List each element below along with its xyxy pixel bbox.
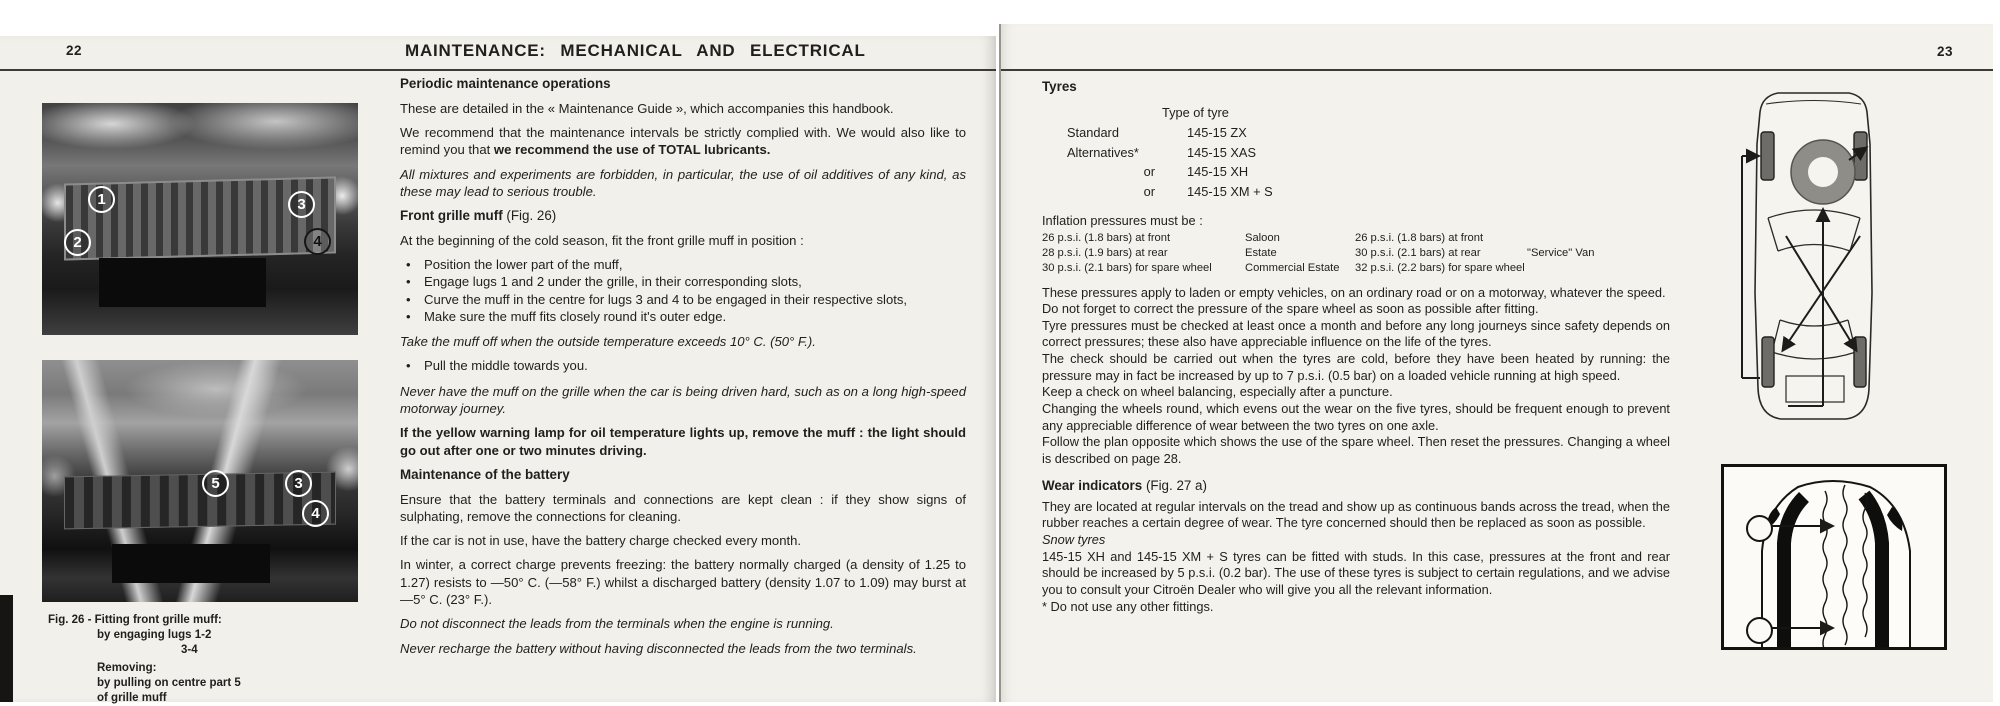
paragraph: These are detailed in the « Maintenance Guide », which accompanies this handbook. [400,100,966,117]
table-cell: Alternatives* [1067,145,1159,162]
table-cell: 30 p.s.i. (2.1 bars) at rear [1355,246,1527,261]
heading-ref: (Fig. 27 a) [1142,478,1207,493]
figure-26-column [42,103,358,706]
left-text-column [400,75,966,664]
tyre-change-round-diagram [1736,88,1891,426]
heading-ref: (Fig. 26) [503,208,557,223]
paragraph: If the car is not in use, have the battery charge checked every month. [400,532,966,549]
caption-line: Removing: [97,661,358,676]
caption-line: Fig. 26 - Fitting front grille muff: [48,613,358,628]
callout-1-badge [1746,617,1773,644]
bold-run: we recommend the use of TOTAL lubricants. [494,142,770,157]
table-cell: 26 p.s.i. (1.8 bars) at front [1355,231,1527,246]
table-cell [1527,261,1670,276]
heading-periodic-maintenance: Periodic maintenance operations [400,75,966,93]
table-cell: 145-15 XAS [1187,145,1670,162]
paragraph: These pressures apply to laden or empty vehicles, on an ordinary road or on a motorway, whatever the speed. [1042,285,1670,302]
paragraph: Ensure that the battery terminals and connections are kept clean : if they show signs of sulphating, remove the connections for cleaning. [400,491,966,526]
figure-27 [1736,88,1891,426]
paragraph: 145-15 XH and 145-15 XM + S tyres can be fitted with studs. In this case, pressures at the front and rear should be increased by 5 p.s.i. (0.2 bar). The use of these tyres is subject to certain regulations, and we advise you to consult your Citroën Dealer who will give you all the relevant information. [1042,549,1670,599]
paragraph: At the beginning of the cold season, fit the front grille muff in position : [400,232,966,249]
tyre-table-header: Type of tyre [1162,105,1670,122]
heading-bold: Wear indicators [1042,478,1142,493]
table-cell: Commercial Estate [1245,261,1355,276]
bullet-item: • Pull the middle towards you. [402,357,966,374]
caption-line: 3-4 [181,643,358,658]
callout-4-badge: 4 [304,228,331,255]
table-cell: 28 p.s.i. (1.9 bars) at rear [1042,246,1245,261]
inflation-intro: Inflation pressures must be : [1042,213,1670,230]
page-22 [0,36,996,702]
callout-2-badge: 2 [64,229,91,256]
paragraph: Do not forget to correct the pressure of the spare wheel as soon as possible after fitting. [1042,301,1670,318]
table-cell: "Service" Van [1527,246,1670,261]
tyre-type-table [1067,125,1670,201]
header-rule [1001,69,1993,71]
table-cell: 26 p.s.i. (1.8 bars) at front [1042,231,1245,246]
paragraph: Changing the wheels round, which evens out the wear on the five tyres, should be frequent enough to prevent any appreciable difference of wear between the two tyres on one axle. [1042,401,1670,434]
heading-tyres: Tyres [1042,78,1670,95]
paragraph-italic: Take the muff off when the outside temperature exceeds 10° C. (50° F.). [400,333,966,350]
table-cell: 145-15 XH [1187,164,1670,181]
bullet-item: • Position the lower part of the muff, [402,256,966,273]
bullet-item: • Engage lugs 1 and 2 under the grille, in their corresponding slots, [402,273,966,290]
heading-battery: Maintenance of the battery [400,466,966,484]
bullet-item: • Curve the muff in the centre for lugs 3 and 4 to be engaged in their respective slots, [402,291,966,308]
callout-1-badge: 1 [88,186,115,213]
callout-5-badge: 5 [202,470,229,497]
heading-wear-indicators [1042,477,1670,494]
page-number-left: 22 [66,43,82,58]
table-cell: Standard [1067,125,1159,142]
table-cell: 32 p.s.i. (2.2 bars) for spare wheel [1355,261,1527,276]
rear-right-wheel [1854,337,1866,387]
number-plate [112,544,270,583]
paragraph: In winter, a correct charge prevents freezing: the battery normally charged (a density of 1.25 to 1.27) resists to —50° C. (—58° F.) whilst a discharged battery (density 1.07 to 1.09) may burst at —5° C. (23° F.). [400,556,966,608]
bullet-list [402,256,966,325]
page-title: MAINTENANCE: MECHANICAL AND ELECTRICAL [405,41,866,61]
table-cell: 145-15 XM + S [1187,184,1670,201]
paragraph-italic: Never recharge the battery without having disconnected the leads from the two terminals. [400,640,966,657]
footnote: * Do not use any other fittings. [1042,599,1670,616]
callout-4-badge: 4 [302,500,329,527]
table-cell: 145-15 ZX [1187,125,1670,142]
paragraph-italic: Never have the muff on the grille when the car is being driven hard, such as on a long high-speed motorway journey. [400,383,966,418]
text-run: We recommend that the maintenance intervals be strictly complied with. We would also like to remind you that [400,125,966,157]
page-number-right: 23 [1937,44,1953,59]
figure-26-caption [48,613,358,706]
paragraph: Follow the plan opposite which shows the use of the spare wheel. Then reset the pressures. Changing a wheel is described on page 28. [1042,434,1670,467]
paragraph: Keep a check on wheel balancing, especially after a puncture. [1042,384,1670,401]
number-plate [99,258,266,307]
spare-wheel-hub [1808,157,1838,187]
inflation-pressure-table [1042,231,1670,275]
paragraph: The check should be carried out when the tyres are cold, before they have been heated by running: the pressure may in fact be increased by up to 7 p.s.i. (0.5 bar) on a loaded vehicle running at high speed. [1042,351,1670,384]
table-cell: or [1067,164,1159,181]
photo-grille-muff-fitted [42,103,358,335]
paragraph [400,124,966,159]
subheading-snow-tyres: Snow tyres [1042,532,1670,549]
callout-3-badge: 3 [288,191,315,218]
paragraph: They are located at regular intervals on the tread and show up as continuous bands across the tread, when the rubber reaches a certain degree of wear. The tyre concerned should then be replaced as soon as possible. [1042,499,1670,532]
table-cell: Saloon [1245,231,1355,246]
callout-1-badge [1746,515,1773,542]
figure-27a [1721,464,1947,650]
header-rule [0,69,996,71]
heading-front-grille-muff [400,207,966,225]
caption-line: by engaging lugs 1-2 [97,628,358,643]
photo-grille-muff-hands [42,360,358,602]
caption-line: by pulling on centre part 5 [97,676,358,691]
scan-edge [0,595,13,702]
table-cell: Estate [1245,246,1355,261]
callout-3-badge: 3 [285,470,312,497]
rear-left-wheel [1762,337,1774,387]
table-cell [1527,231,1670,246]
paragraph-italic: Do not disconnect the leads from the terminals when the engine is running. [400,615,966,632]
table-cell: 30 p.s.i. (2.1 bars) for spare wheel [1042,261,1245,276]
paragraph-italic: All mixtures and experiments are forbidden, in particular, the use of oil additives of any kind, as these may lead to serious trouble. [400,166,966,201]
paragraph-warning: If the yellow warning lamp for oil temperature lights up, remove the muff : the light should go out after one or two minutes driving. [400,424,966,459]
caption-line: of grille muff [97,691,358,706]
heading-bold: Front grille muff [400,208,503,223]
paragraph: Tyre pressures must be checked at least once a month and before any long journeys since safety depends on correct pressures; these also have appreciable influence on the life of the tyres. [1042,318,1670,351]
bullet-item: • Make sure the muff fits closely round it's outer edge. [402,308,966,325]
page-23 [999,24,1993,702]
front-left-wheel [1761,132,1774,180]
right-text-column [1042,78,1670,615]
bullet-list [402,357,966,374]
table-cell: or [1067,184,1159,201]
